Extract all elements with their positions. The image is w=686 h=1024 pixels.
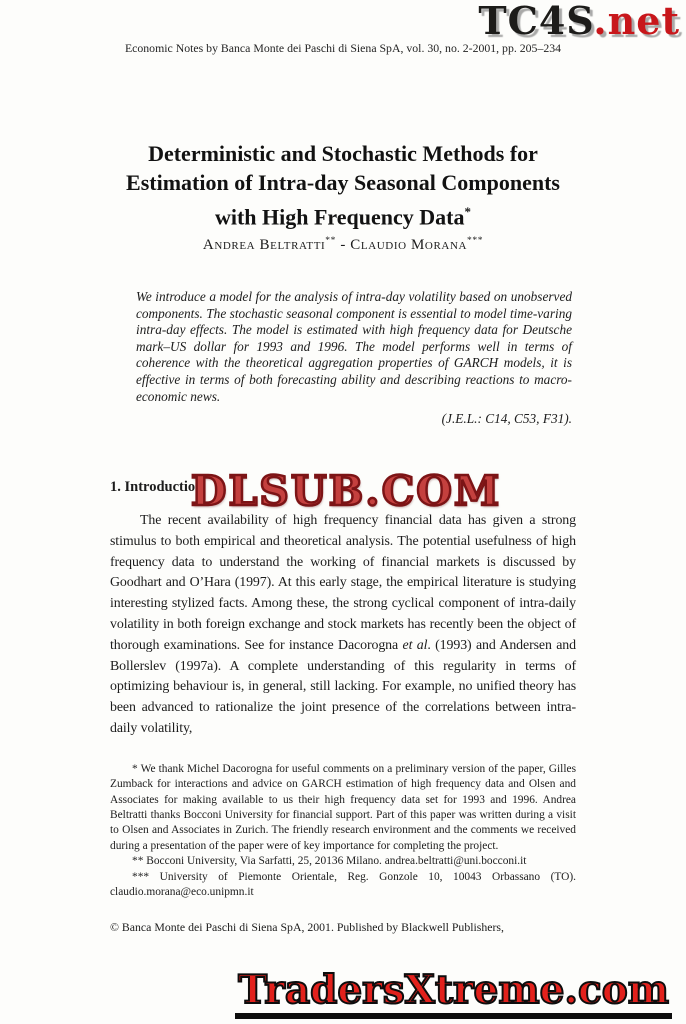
footnote-2-marker: ** bbox=[132, 855, 144, 868]
footnote-2 bbox=[110, 854, 576, 869]
tradersxtreme-watermark: TradersXtreme.com bbox=[235, 970, 672, 1019]
footnote-3 bbox=[110, 870, 576, 901]
author-2-name: Claudio Morana bbox=[350, 237, 468, 253]
main-text-column bbox=[110, 479, 576, 935]
paper-title bbox=[0, 139, 686, 231]
title-line-1: Deterministic and Stochastic Methods for bbox=[148, 141, 538, 166]
title-line-2: Estimation of Intra-day Seasonal Components bbox=[126, 170, 560, 195]
footnote-3-text: University of Piemonte Orientale, Reg. Gonzole 10, 10043 Orbassano (TO). claudio.morana@eco.unipmn.it bbox=[110, 870, 576, 899]
author-1-name: Andrea Beltratti bbox=[202, 237, 326, 253]
authors-separator: - bbox=[335, 237, 351, 253]
tc4s-watermark-suffix: .net bbox=[593, 0, 680, 43]
tc4s-watermark bbox=[478, 1, 680, 41]
title-footnote-marker: * bbox=[464, 204, 472, 219]
abstract-block bbox=[136, 289, 572, 427]
section-heading-introduction: 1. Introduction bbox=[110, 479, 204, 495]
tc4s-watermark-main: TC4S bbox=[478, 0, 594, 43]
authors-line bbox=[0, 236, 686, 254]
footnote-2-text: Bocconi University, Via Sarfatti, 25, 20136 Milano. andrea.beltratti@uni.bocconi.it bbox=[143, 855, 527, 868]
title-line-3: with High Frequency Data bbox=[214, 204, 465, 230]
abstract-text: We introduce a model for the analysis of intra-day volatility based on unobserved components. The stochastic seasonal component is essential to model time-varing intra-day effects. The model is estimated with high frequency data for Deutsche mark–US dollar for 1993 and 1996. The model performs well in terms of coherence with the theoretical aggregation properties of GARCH models, it is effective in terms of both forecasting ability and describing reactions to macro-economic news. bbox=[136, 289, 572, 404]
body-paragraph-text-2: . (1993) and Andersen and Bollerslev (1997a). A complete understanding of this regularity in terms of optimizing behaviour is, in general, still lacking. For example, no unified theory has been advanced to rationalize the joint presence of the correlations between intra-daily volatility, bbox=[110, 637, 577, 736]
copyright-line: © Banca Monte dei Paschi di Siena SpA, 2001. Published by Blackwell Publishers, bbox=[110, 920, 504, 935]
footnote-1-text: We thank Michel Dacorogna for useful comments on a preliminary version of the paper, Gilles Zumback for interactions and advice on GARCH estimation of high frequency data and Olsen and Associates for making available to us their high frequency data set for 1993 and 1996. Andrea Beltratti thanks Bocconi University for financial support. Part of this paper was written during a visit to Olsen and Associates in Zurich. The friendly research environment and the comments we received during a presentation of the paper were of key importance for completing the project. bbox=[110, 762, 576, 852]
dlsub-watermark: DLSUB.COM bbox=[190, 467, 502, 515]
footnote-1 bbox=[110, 762, 576, 854]
author-1-footnote-marker: ** bbox=[325, 236, 336, 246]
author-2-footnote-marker: *** bbox=[467, 236, 484, 246]
body-paragraph bbox=[110, 511, 576, 740]
body-paragraph-etal-italic: et al bbox=[402, 637, 428, 653]
footnotes-block bbox=[110, 762, 576, 901]
footnote-1-marker: * bbox=[132, 762, 138, 775]
footnote-3-marker: *** bbox=[132, 870, 150, 883]
journal-header-line: Economic Notes by Banca Monte dei Paschi di Siena SpA, vol. 30, no. 2-2001, pp. 205–234 bbox=[124, 41, 562, 55]
jel-classification: (J.E.L.: C14, C53, F31). bbox=[441, 411, 572, 427]
body-paragraph-text-1: The recent availability of high frequency financial data has given a strong stimulus to both empirical and theoretical analysis. The potential usefulness of high frequency data to understand the working of financial markets is discussed by Goodhart and O’Hara (1997). At this early stage, the empirical literature is studying interesting stylized facts. Among these, the strong cyclical component of intra-daily volatility in both foreign exchange and stock markets has recently been the object of thorough examinations. See for instance Dacorogna bbox=[110, 513, 576, 653]
